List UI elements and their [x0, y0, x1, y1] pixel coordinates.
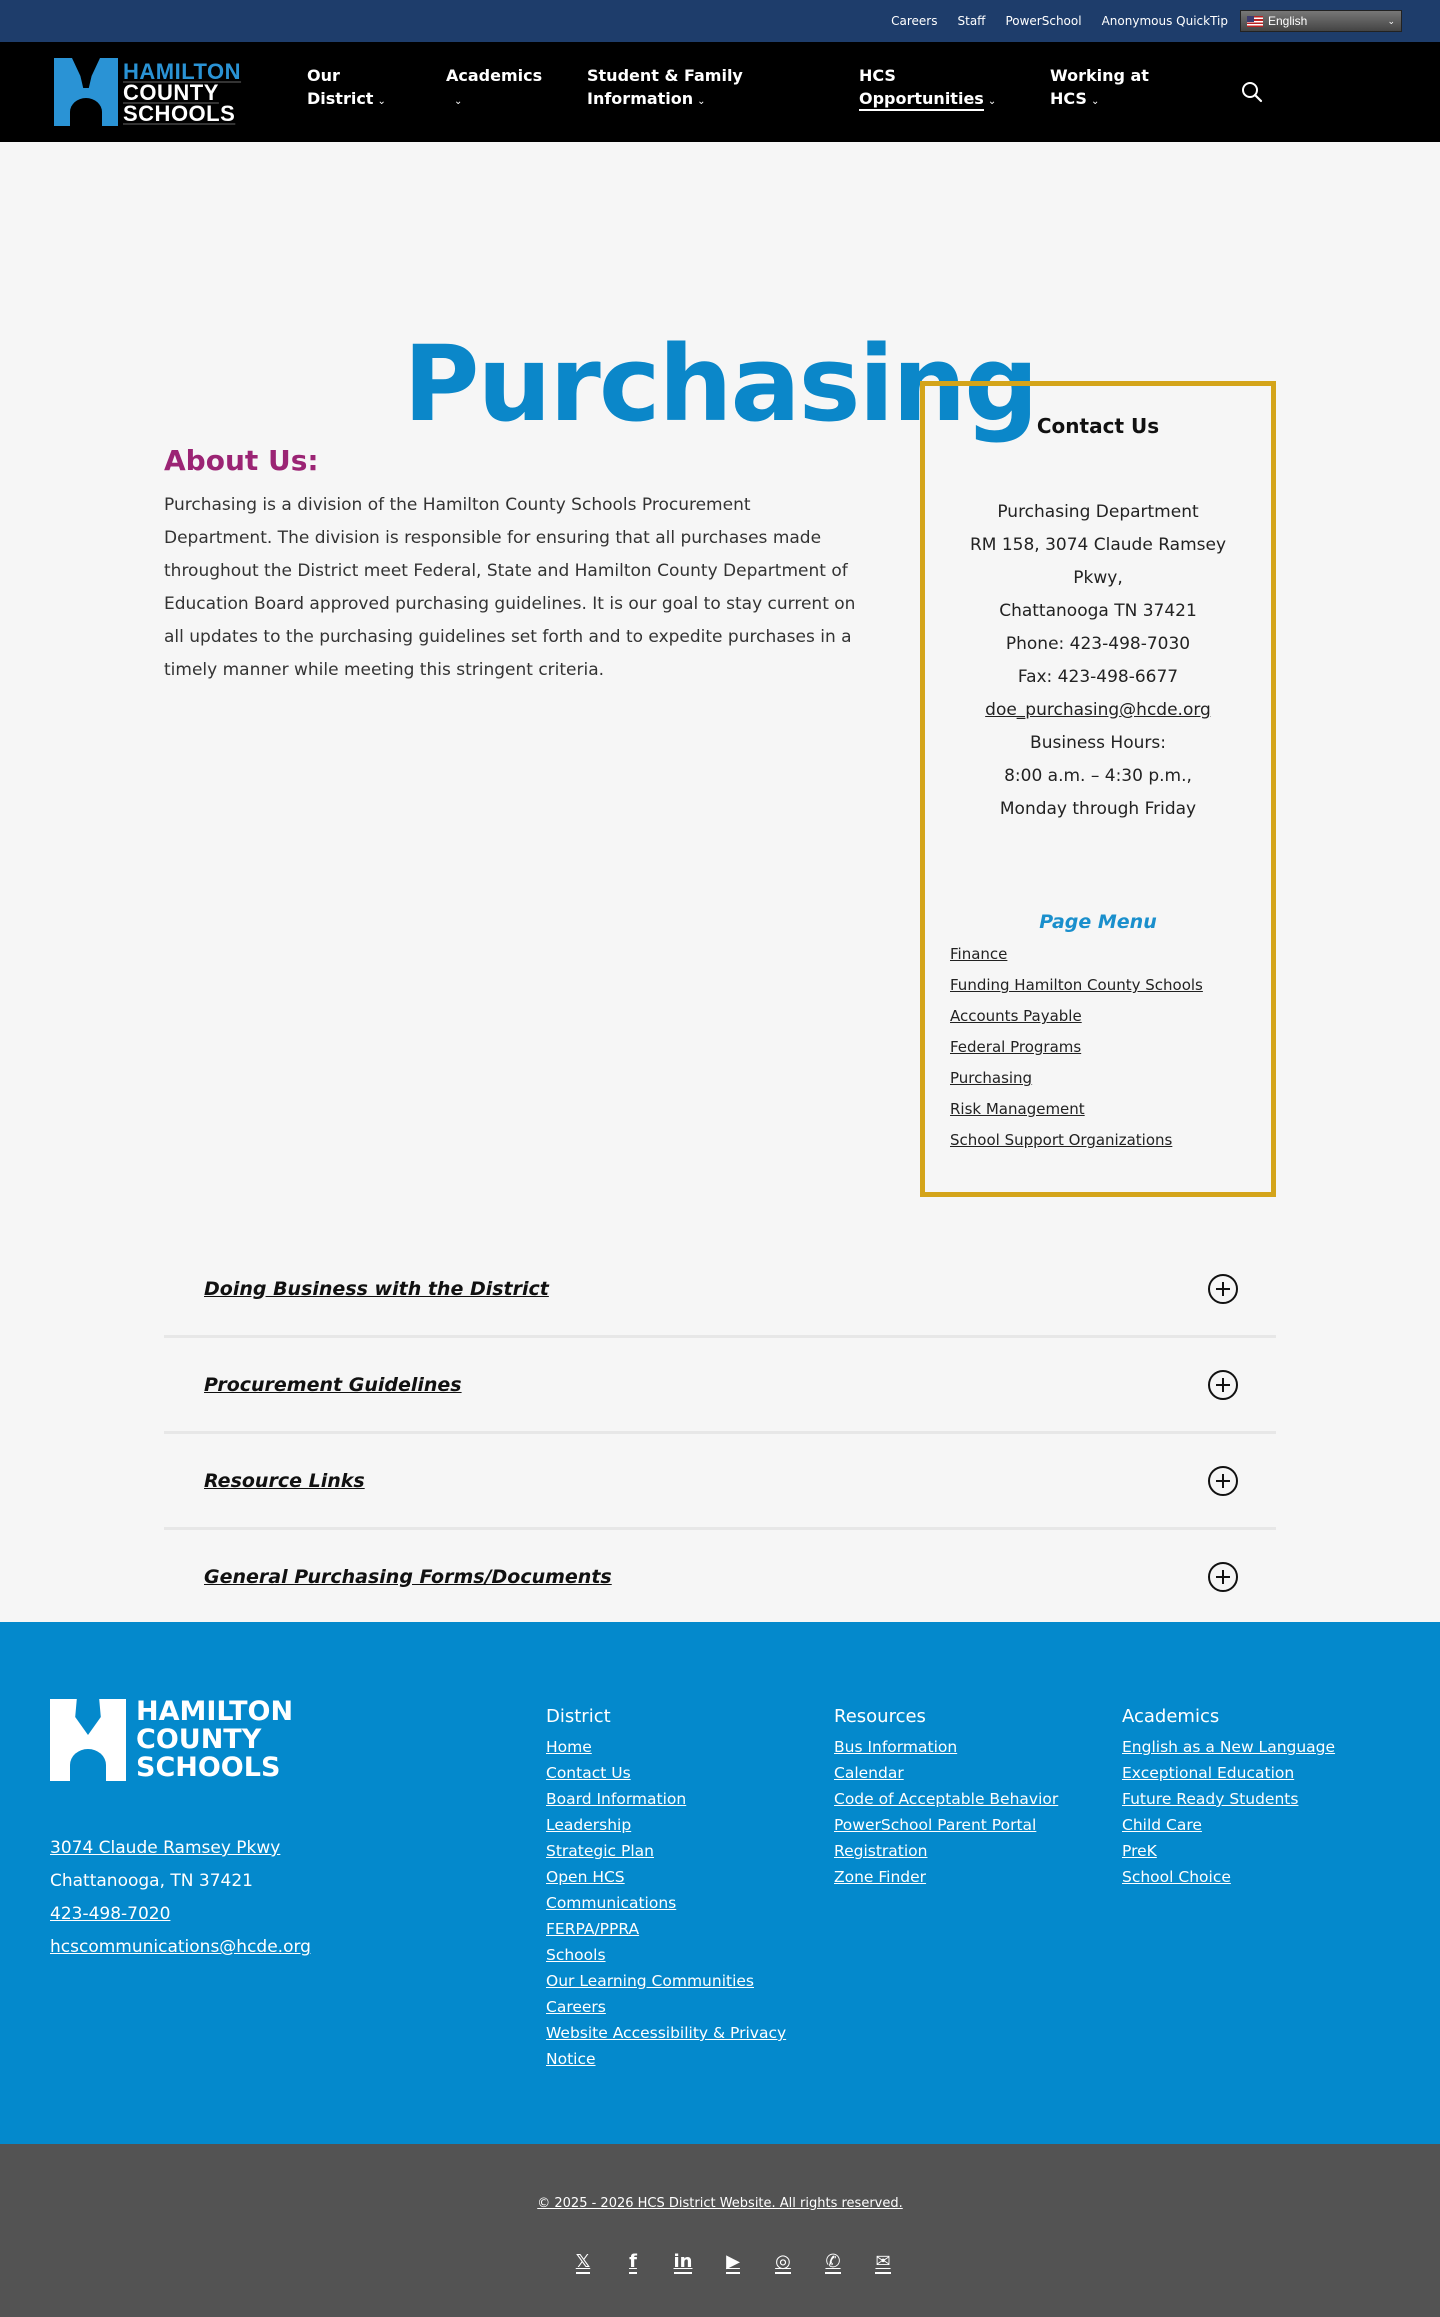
page-menu-risk-management[interactable]: Risk Management	[950, 1100, 1085, 1118]
about-section	[164, 444, 864, 687]
email-icon[interactable]: ✉	[875, 2251, 891, 2272]
footer	[0, 1622, 1440, 2144]
accordion-title: Resource Links	[204, 1469, 365, 1492]
chevron-down-icon: ⌄	[1387, 15, 1395, 26]
footer-link-exceptional-education[interactable]: Exceptional Education	[1122, 1764, 1295, 1782]
contact-box	[920, 381, 1276, 1197]
contact-details	[925, 496, 1271, 826]
contact-city: Chattanooga TN 37421	[999, 601, 1197, 621]
footer-link-careers[interactable]: Careers	[546, 1998, 606, 2016]
contact-days: Monday through Friday	[999, 799, 1197, 819]
language-value: English	[1268, 14, 1308, 28]
footer-link-board-information[interactable]: Board Information	[546, 1790, 687, 1808]
youtube-icon[interactable]: ▶	[726, 2251, 740, 2272]
us-flag-icon	[1247, 16, 1263, 27]
contact-address-1: RM 158, 3074 Claude Ramsey	[969, 535, 1227, 555]
nav-item-our-district[interactable]: Our District ⌄	[307, 66, 386, 108]
footer-resources-column	[834, 1704, 1058, 1890]
footer-logo-text: HAMILTON COUNTY SCHOOLS	[136, 1696, 294, 1783]
footer-link-child-care[interactable]: Child Care	[1122, 1816, 1202, 1834]
accordion-resource-links[interactable]	[164, 1434, 1276, 1530]
footer-link-schools[interactable]: Schools	[546, 1946, 606, 1964]
page-menu-finance[interactable]: Finance	[950, 945, 1008, 963]
language-select[interactable]	[1240, 10, 1402, 32]
footer-link-calendar[interactable]: Calendar	[834, 1764, 904, 1782]
about-heading: About Us:	[164, 444, 319, 477]
footer-link-bus-information[interactable]: Bus Information	[834, 1738, 958, 1756]
footer-street-link[interactable]: 3074 Claude Ramsey Pkwy	[50, 1838, 281, 1858]
chevron-down-icon: ⌄	[987, 96, 997, 107]
footer-link-code-of-behavior[interactable]: Code of Acceptable Behavior	[834, 1790, 1059, 1808]
footer-academics-heading: Academics	[1122, 1706, 1220, 1727]
footer-city: Chattanooga, TN 37421	[50, 1871, 253, 1891]
utility-link-powerschool[interactable]: PowerSchool	[1005, 14, 1082, 28]
search-button[interactable]	[1240, 80, 1264, 109]
plus-circle-icon[interactable]	[1208, 1466, 1238, 1496]
copyright-link[interactable]: © 2025 - 2026 HCS District Website. All rights reserved.	[537, 2196, 903, 2211]
page-menu-funding[interactable]: Funding Hamilton County Schools	[950, 976, 1203, 994]
contact-fax: Fax: 423-498-6677	[1017, 667, 1179, 687]
logo-text: HAMILTON COUNTY SCHOOLS	[123, 58, 242, 126]
accordion-procurement-guidelines[interactable]	[164, 1338, 1276, 1434]
footer-link-ferpa[interactable]: FERPA/PPRA	[546, 1920, 640, 1938]
contact-phone: Phone: 423-498-7030	[1005, 634, 1191, 654]
nav-item-academics[interactable]: Academics ⌄	[446, 66, 543, 107]
facebook-icon[interactable]: f	[629, 2251, 637, 2272]
contact-hours-label: Business Hours:	[1030, 733, 1166, 753]
accordion-doing-business[interactable]	[164, 1242, 1276, 1338]
page-menu-federal-programs[interactable]: Federal Programs	[950, 1038, 1082, 1056]
nav-item-working-at-hcs[interactable]: Working at HCS ⌄	[1050, 66, 1149, 108]
search-icon	[1240, 80, 1264, 104]
main-nav	[0, 42, 1440, 142]
contact-email-link[interactable]: doe_purchasing@hcde.org	[985, 700, 1211, 720]
nav-item-hcs-opportunities[interactable]: HCS Opportunities ⌄	[859, 64, 996, 113]
footer-link-prek[interactable]: PreK	[1122, 1842, 1157, 1860]
chevron-down-icon: ⌄	[1090, 96, 1100, 107]
footer-academics-column	[1122, 1704, 1335, 1890]
footer-link-leadership[interactable]: Leadership	[546, 1816, 632, 1834]
footer-link-contact-us[interactable]: Contact Us	[546, 1764, 631, 1782]
footer-phone-link[interactable]: 423-498-7020	[50, 1904, 171, 1924]
site-logo[interactable]	[54, 58, 256, 126]
page-menu-accounts-payable[interactable]: Accounts Payable	[950, 1007, 1082, 1025]
footer-district-heading: District	[546, 1706, 611, 1727]
footer-resources-heading: Resources	[834, 1706, 926, 1727]
chevron-down-icon: ⌄	[697, 96, 706, 107]
utility-link-staff[interactable]: Staff	[957, 14, 986, 28]
contact-address-2: Pkwy,	[1073, 568, 1123, 588]
footer-link-english-new-language[interactable]: English as a New Language	[1122, 1738, 1336, 1756]
footer-link-open-hcs[interactable]: Open HCS	[546, 1868, 625, 1886]
main-content	[0, 142, 1440, 1622]
footer-link-zone-finder[interactable]: Zone Finder	[834, 1868, 927, 1886]
bottom-bar	[0, 2144, 1440, 2317]
footer-logo-mark-icon	[50, 1699, 126, 1781]
footer-link-home[interactable]: Home	[546, 1738, 592, 1756]
footer-district-column	[546, 1704, 806, 2072]
utility-bar	[0, 0, 1440, 42]
chevron-down-icon: ⌄	[454, 96, 463, 107]
accordion-list	[164, 1242, 1276, 1626]
plus-circle-icon[interactable]	[1208, 1274, 1238, 1304]
accordion-title: Doing Business with the District	[204, 1277, 549, 1300]
footer-address	[50, 1832, 311, 1964]
footer-link-strategic-plan[interactable]: Strategic Plan	[546, 1842, 654, 1860]
utility-link-quicktip[interactable]: Anonymous QuickTip	[1101, 14, 1228, 28]
about-body: Purchasing is a division of the Hamilton County Schools Procurement Department. The division is responsible for ensuring that all purchases made throughout the District meet Federal, State and Hamilton County Department of Education Board approved purchasing guidelines. It is our goal to stay current on all updates to the purchasing guidelines set forth and to expedite purchases in a timely manner while meeting this stringent criteria.	[164, 495, 856, 680]
footer-link-accessibility[interactable]: Website Accessibility & Privacy Notice	[546, 2024, 787, 2068]
footer-link-communications[interactable]: Communications	[546, 1894, 677, 1912]
plus-circle-icon[interactable]	[1208, 1562, 1238, 1592]
social-links	[558, 2249, 908, 2277]
nav-item-student-family[interactable]: Student & Family Information ⌄	[587, 66, 743, 108]
page-menu-school-support[interactable]: School Support Organizations	[950, 1131, 1173, 1149]
contact-heading: Contact Us	[1036, 414, 1160, 438]
logo-mark-icon	[54, 58, 118, 126]
contact-hours: 8:00 a.m. – 4:30 p.m.,	[1004, 766, 1192, 786]
contact-department: Purchasing Department	[997, 502, 1199, 522]
page-title: Purchasing	[403, 323, 1037, 445]
footer-link-learning-communities[interactable]: Our Learning Communities	[546, 1972, 754, 1990]
page-menu	[925, 911, 1271, 1156]
plus-circle-icon[interactable]	[1208, 1370, 1238, 1400]
linkedin-icon[interactable]: in	[673, 2251, 693, 2272]
phone-icon[interactable]: ✆	[825, 2251, 841, 2272]
instagram-icon[interactable]: ◎	[775, 2251, 791, 2272]
footer-email-link[interactable]: hcscommunications@hcde.org	[50, 1937, 311, 1957]
footer-link-registration[interactable]: Registration	[834, 1842, 928, 1860]
chevron-down-icon: ⌄	[377, 96, 386, 107]
footer-link-future-ready[interactable]: Future Ready Students	[1122, 1790, 1299, 1808]
accordion-title: Procurement Guidelines	[204, 1373, 462, 1396]
accordion-title: General Purchasing Forms/Documents	[204, 1565, 612, 1588]
x-icon[interactable]: 𝕏	[575, 2251, 591, 2272]
footer-link-school-choice[interactable]: School Choice	[1122, 1868, 1231, 1886]
accordion-general-forms[interactable]	[164, 1530, 1276, 1626]
footer-link-powerschool-portal[interactable]: PowerSchool Parent Portal	[834, 1816, 1037, 1834]
utility-link-careers[interactable]: Careers	[891, 14, 938, 28]
footer-logo[interactable]	[50, 1698, 293, 1782]
page-menu-heading: Page Menu	[1039, 911, 1157, 933]
page-menu-purchasing[interactable]: Purchasing	[950, 1069, 1033, 1087]
